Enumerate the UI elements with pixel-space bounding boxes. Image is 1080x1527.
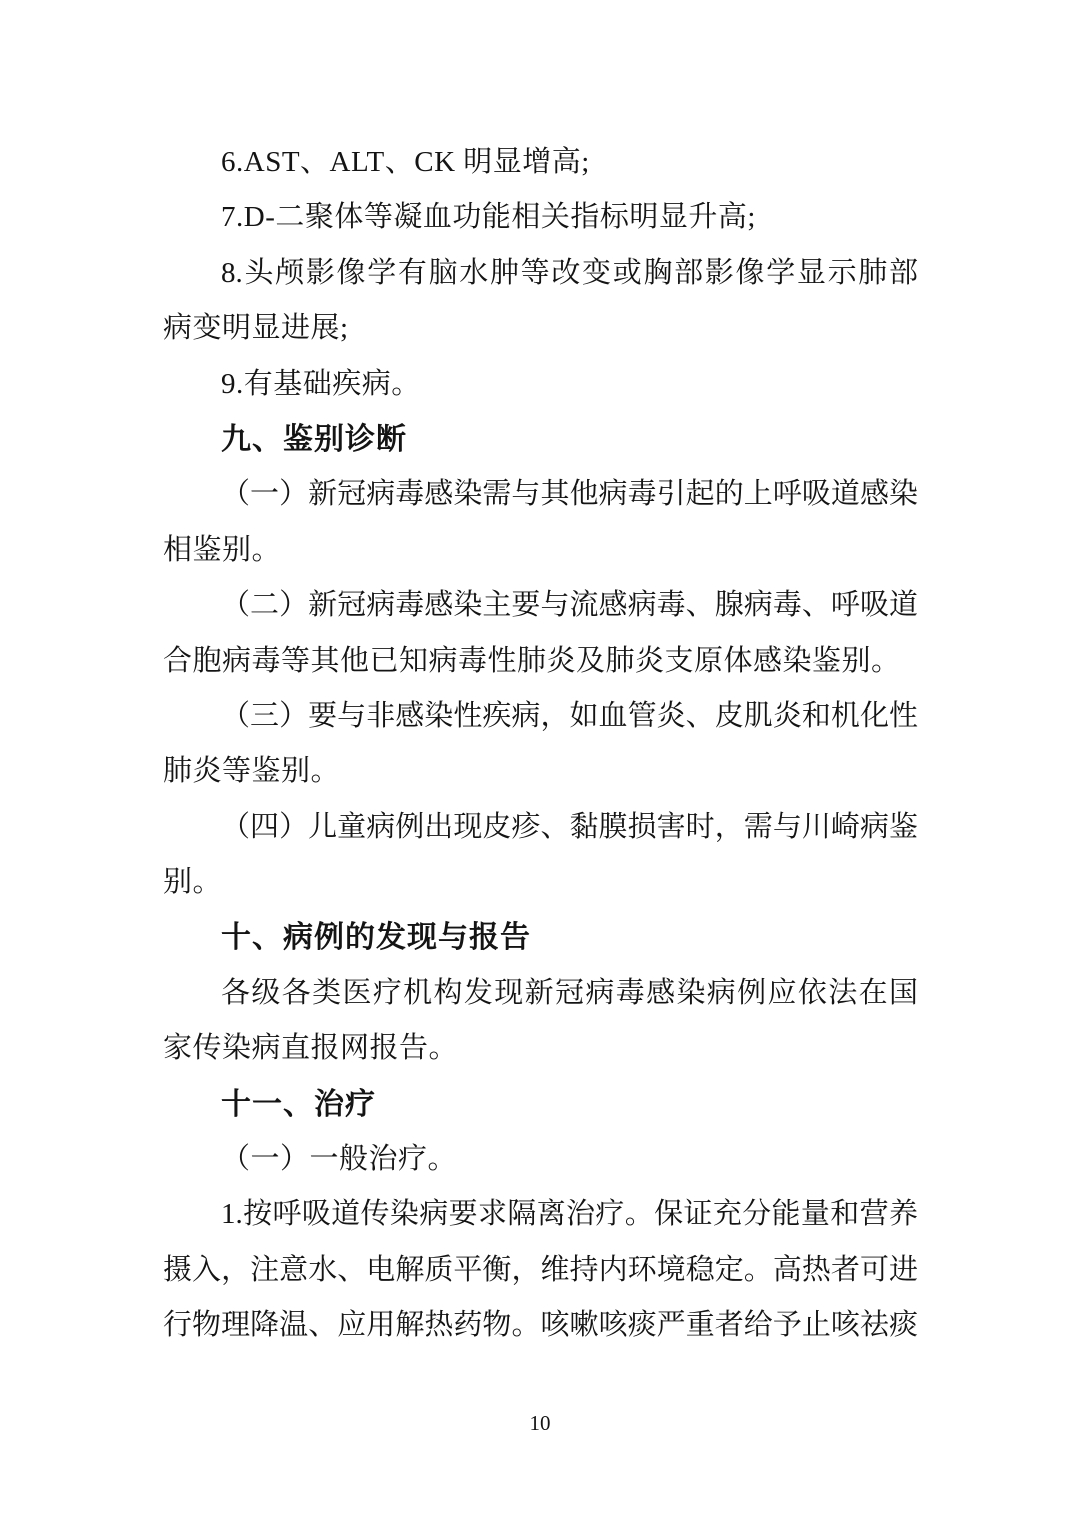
paragraph-5-line-1: 各级各类医疗机构发现新冠病毒感染病例应依法在国 (221, 976, 918, 1009)
paragraph-2-line-1: （二）新冠病毒感染主要与流感病毒、腺病毒、呼吸道 (221, 589, 918, 622)
list-item-8-line-1: 8.头颅影像学有脑水肿等改变或胸部影像学显示肺部 (221, 256, 918, 289)
list-item-9: 9.有基础疾病。 (221, 367, 421, 400)
document-text-block (163, 135, 918, 1354)
subsection-heading-general-treatment: （一）一般治疗。 (221, 1143, 458, 1176)
paragraph-2-line-2: 合胞病毒等其他已知病毒性肺炎及肺炎支原体感染鉴别。 (163, 644, 901, 677)
paragraph-6-line-1: 1.按呼吸道传染病要求隔离治疗。保证充分能量和营养 (221, 1198, 918, 1231)
paragraph-3-line-2: 肺炎等鉴别。 (163, 755, 341, 788)
paragraph-1-line-1: （一）新冠病毒感染需与其他病毒引起的上呼吸道感染 (221, 478, 918, 511)
paragraph-4-line-1: （四）儿童病例出现皮疹、黏膜损害时，需与川崎病鉴 (221, 810, 918, 843)
list-item-7: 7.D-二聚体等凝血功能相关指标明显升高; (221, 201, 756, 234)
paragraph-1-line-2: 相鉴别。 (163, 533, 282, 566)
section-heading-9-differential-diagnosis: 九、鉴别诊断 (221, 422, 407, 456)
paragraph-5-line-2: 家传染病直报网报告。 (163, 1032, 459, 1065)
page-number: 10 (529, 1411, 551, 1435)
paragraph-3-line-1: （三）要与非感染性疾病，如血管炎、皮肌炎和机化性 (221, 699, 918, 732)
paragraph-4-line-2: 别。 (163, 866, 223, 899)
section-heading-11-treatment: 十一、治疗 (221, 1087, 376, 1121)
section-heading-10-case-detection-reporting: 十、病例的发现与报告 (221, 921, 531, 955)
list-item-8-line-2: 病变明显进展; (163, 312, 349, 345)
list-item-6: 6.AST、ALT、CK 明显增高; (221, 146, 590, 178)
paragraph-6-line-3: 行物理降温、应用解热药物。咳嗽咳痰严重者给予止咳祛痰 (163, 1309, 918, 1342)
paragraph-6-line-2: 摄入，注意水、电解质平衡，维持内环境稳定。高热者可进 (163, 1253, 918, 1286)
